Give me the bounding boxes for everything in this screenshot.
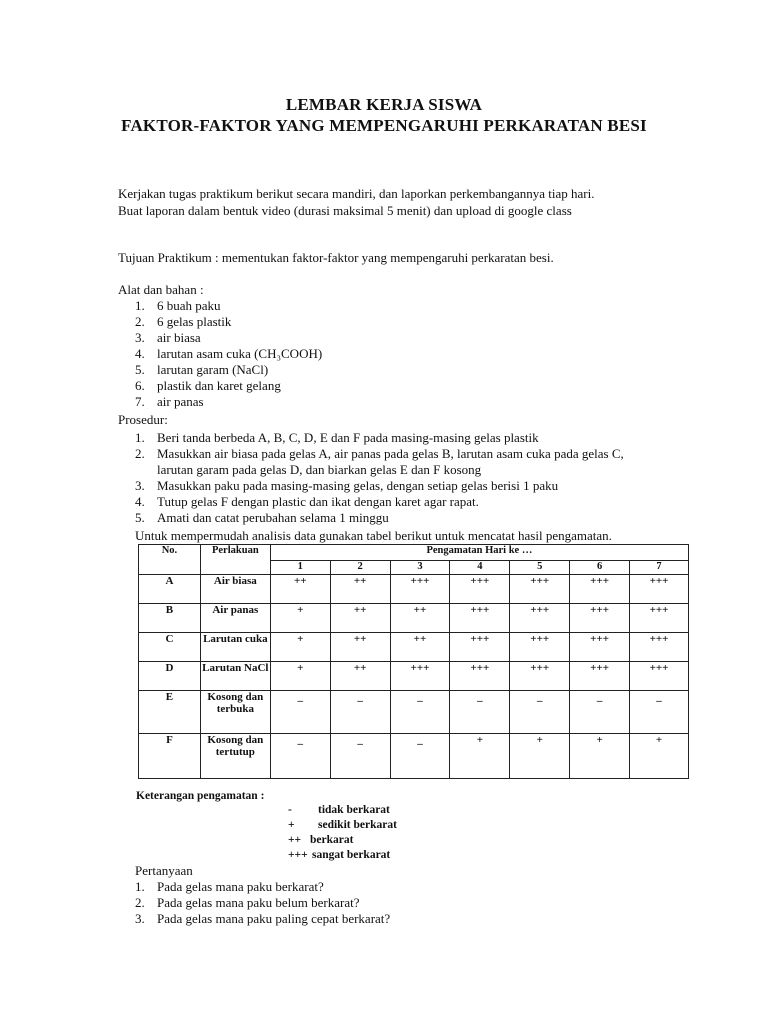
cell: +++ (630, 575, 689, 604)
header-days: Pengamatan Hari ke … (270, 545, 688, 561)
row-treatment: Air biasa (200, 575, 270, 604)
cell: +++ (570, 604, 630, 633)
cell: ++ (390, 633, 450, 662)
cell: _ (270, 691, 330, 734)
cell: +++ (450, 633, 510, 662)
table-row (139, 691, 689, 734)
cell: + (270, 662, 330, 691)
cell: ++ (270, 575, 330, 604)
row-no: C (139, 633, 201, 662)
cell: +++ (570, 575, 630, 604)
cell: + (510, 734, 570, 779)
table-row (139, 734, 689, 779)
row-treatment: Kosong dan tertutup (200, 734, 270, 779)
cell: +++ (510, 604, 570, 633)
row-no: A (139, 575, 201, 604)
table-row (139, 604, 689, 633)
cell: +++ (450, 662, 510, 691)
cell: ++ (330, 633, 390, 662)
row-no: D (139, 662, 201, 691)
row-treatment: Kosong dan terbuka (200, 691, 270, 734)
page-title: LEMBAR KERJA SISWA (285, 95, 483, 114)
cell: _ (630, 691, 689, 734)
table-row (139, 662, 689, 691)
intro-line-1: Kerjakan tugas praktikum berikut secara mandiri, dan laporkan perkembangannya tiap hari. (118, 186, 595, 201)
materials-heading: Alat dan bahan : (118, 282, 204, 297)
cell: + (570, 734, 630, 779)
cell: +++ (630, 633, 689, 662)
cell: _ (510, 691, 570, 734)
cell: +++ (390, 575, 450, 604)
table-row (139, 575, 689, 604)
legend-item: +++ sangat berkarat (288, 849, 391, 861)
cell: + (270, 633, 330, 662)
cell: +++ (510, 662, 570, 691)
cell: + (630, 734, 689, 779)
cell: ++ (390, 604, 450, 633)
cell: _ (330, 691, 390, 734)
cell: +++ (450, 575, 510, 604)
day-header: 3 (390, 561, 450, 575)
cell: _ (270, 734, 330, 779)
cell: ++ (330, 575, 390, 604)
table-row (139, 633, 689, 662)
row-treatment: Larutan NaCl (200, 662, 270, 691)
legend-item: - tidak berkarat (288, 804, 390, 816)
row-treatment: Larutan cuka (200, 633, 270, 662)
cell: +++ (450, 604, 510, 633)
legend-item: ++ berkarat (288, 834, 354, 846)
row-no: F (139, 734, 201, 779)
cell: _ (330, 734, 390, 779)
cell: + (450, 734, 510, 779)
cell: _ (450, 691, 510, 734)
procedure-note: Untuk mempermudah analisis data gunakan tabel berikut untuk mencatat hasil pengamatan. (135, 528, 612, 543)
cell: + (270, 604, 330, 633)
day-header: 6 (570, 561, 630, 575)
header-treatment: Perlakuan (200, 545, 270, 575)
day-header: 7 (630, 561, 689, 575)
legend-heading: Keterangan pengamatan : (136, 790, 265, 802)
row-no: E (139, 691, 201, 734)
day-header: 1 (270, 561, 330, 575)
procedure-heading: Prosedur: (118, 412, 168, 427)
cell: +++ (570, 633, 630, 662)
cell: ++ (330, 662, 390, 691)
cell: +++ (510, 633, 570, 662)
intro-line-2: Buat laporan dalam bentuk video (durasi maksimal 5 menit) dan upload di google class (118, 203, 572, 218)
cell: _ (390, 691, 450, 734)
row-treatment: Air panas (200, 604, 270, 633)
day-header: 4 (450, 561, 510, 575)
cell: _ (570, 691, 630, 734)
legend-item: + sedikit berkarat (288, 819, 397, 831)
cell: +++ (570, 662, 630, 691)
page-subtitle: FAKTOR-FAKTOR YANG MEMPENGARUHI PERKARATAN BESI (121, 116, 647, 135)
cell: _ (390, 734, 450, 779)
cell: +++ (630, 662, 689, 691)
cell: ++ (330, 604, 390, 633)
cell: +++ (390, 662, 450, 691)
row-no: B (139, 604, 201, 633)
questions-heading: Pertanyaan (135, 863, 193, 878)
cell: +++ (630, 604, 689, 633)
day-header: 2 (330, 561, 390, 575)
purpose-text: Tujuan Praktikum : mementukan faktor-faktor yang mempengaruhi perkaratan besi. (118, 250, 554, 265)
cell: +++ (510, 575, 570, 604)
day-header: 5 (510, 561, 570, 575)
header-no: No. (139, 545, 201, 575)
observation-table (138, 544, 689, 779)
